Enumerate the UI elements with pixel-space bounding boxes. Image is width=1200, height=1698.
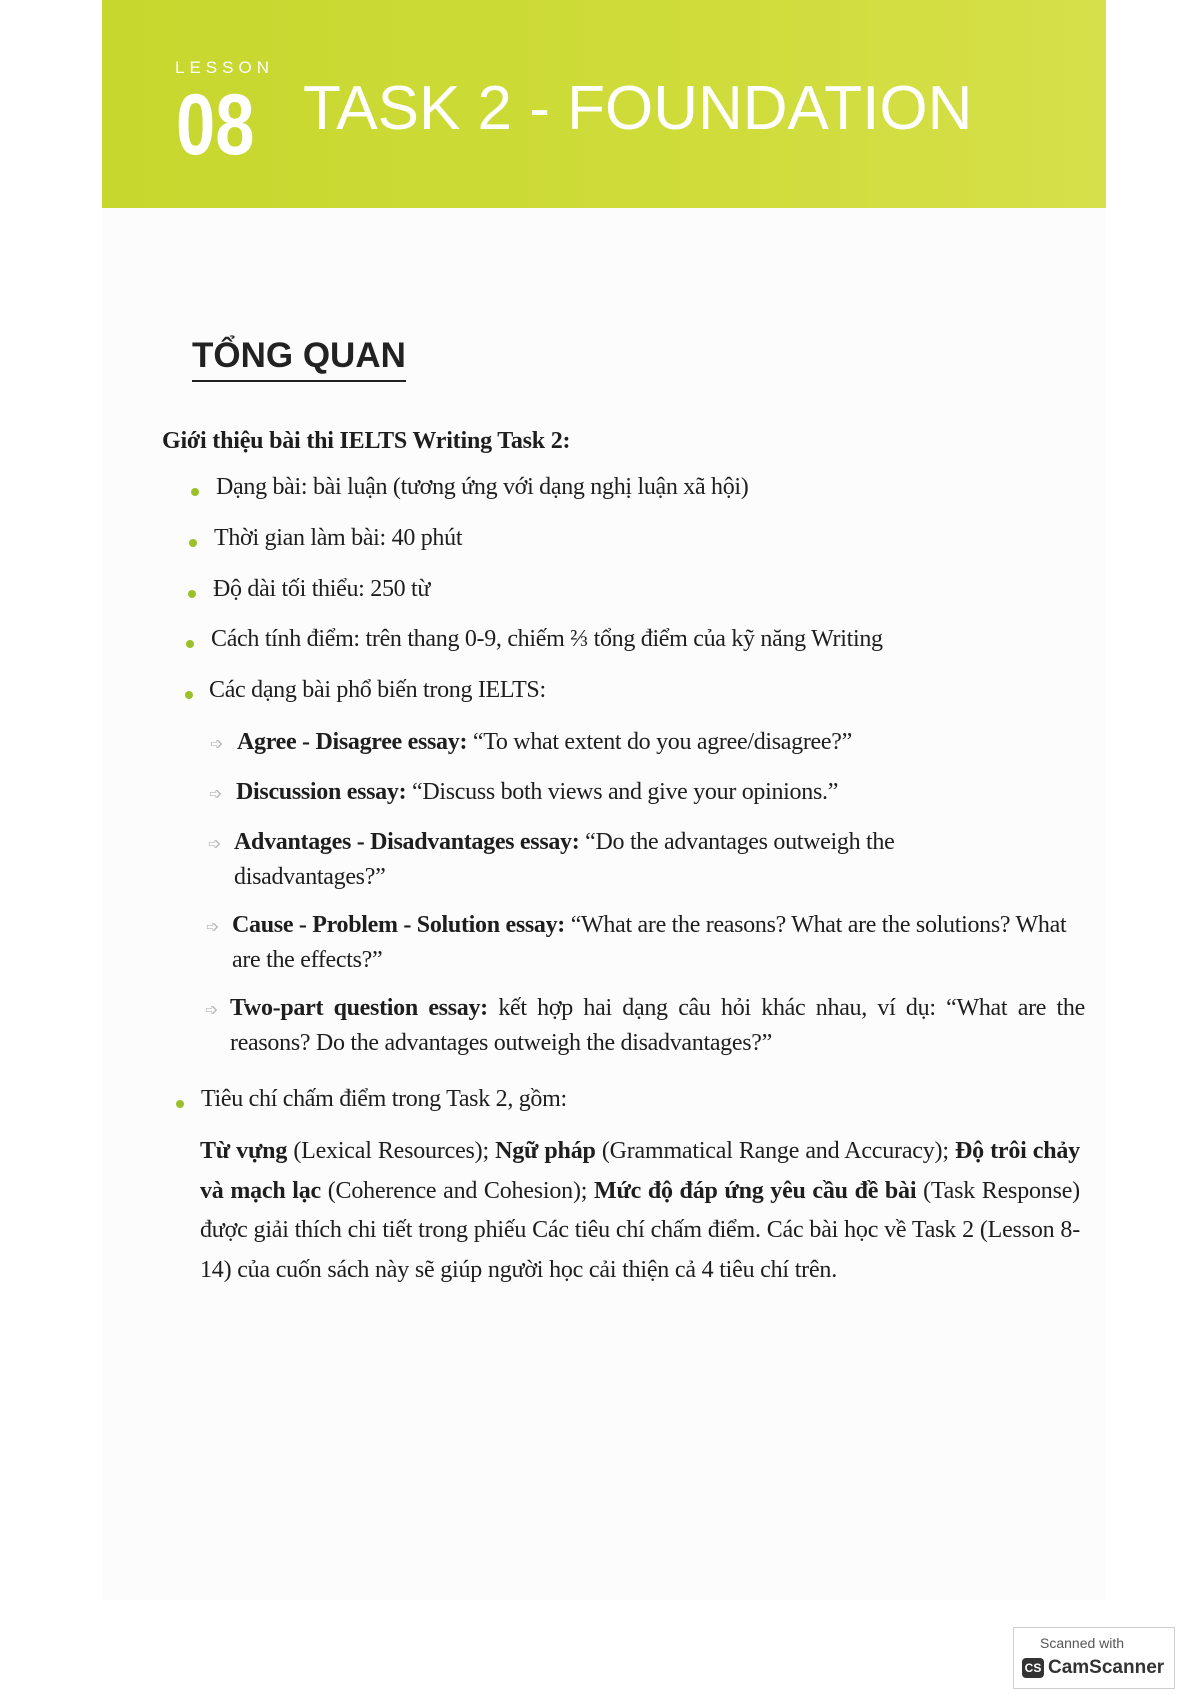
essay-type-name: Cause - Problem - Solution essay:: [232, 912, 565, 938]
essay-type-item: [236, 775, 1086, 810]
bullet-item: Cách tính điểm: trên thang 0-9, chiếm ⅔ tổng điểm của kỹ năng Writing: [211, 626, 883, 652]
watermark-brand: CamScanner: [1048, 1657, 1165, 1678]
essay-type-desc: “Discuss both views and give your opinions.”: [411, 779, 839, 805]
criteria-explanation: được giải thích chi tiết trong phiếu Các tiêu chí chấm điểm. Các bài học về Task 2 (Lesson 8-14) của cuốn sách này sẽ giúp người học cải thiện cả 4 tiêu chí trên.: [200, 1217, 1080, 1283]
essay-type-item: [232, 908, 1082, 978]
bullet-dot: [188, 590, 196, 598]
arrow-icon: ➩: [209, 784, 223, 803]
arrow-icon: ➩: [205, 1000, 219, 1019]
arrow-icon: ➩: [206, 917, 220, 936]
essay-type-desc: “Do the advantages outweigh the disadvantages?”: [234, 829, 895, 890]
criterion-desc: (Coherence and Cohesion);: [327, 1177, 588, 1204]
bullet-item: Thời gian làm bài: 40 phút: [214, 525, 463, 551]
camscanner-watermark: [1013, 1627, 1175, 1689]
essay-type-desc: kết hợp hai dạng câu hỏi khác nhau, ví dụ: “What are the reasons? Do the advantages outweigh the disadvantages?”: [230, 995, 1085, 1056]
bullet-dot: [191, 488, 199, 496]
watermark-text: Scanned with: [1040, 1635, 1125, 1651]
essay-type-name: Discussion essay:: [236, 779, 407, 805]
criterion-name: Mức độ đáp ứng yêu cầu đề bài: [594, 1177, 917, 1204]
lesson-number: 08: [176, 77, 255, 173]
criterion-desc: (Lexical Resources);: [293, 1138, 489, 1164]
essay-type-desc: “What are the reasons? What are the solutions? What are the effects?”: [232, 912, 1067, 973]
essay-type-item: [230, 991, 1085, 1061]
bullet-dot: [176, 1100, 184, 1108]
section-title: TỔNG QUAN: [192, 336, 406, 382]
criterion-name: Từ vựng: [200, 1138, 288, 1164]
bullet-dot: [185, 691, 193, 699]
essay-type-name: Two-part question essay:: [230, 995, 488, 1021]
essay-type-item: [234, 825, 964, 895]
intro-heading: Giới thiệu bài thi IELTS Writing Task 2:: [162, 428, 571, 454]
camscanner-logo-icon: CS: [1022, 1658, 1044, 1678]
bullet-item: Dạng bài: bài luận (tương ứng với dạng nghị luận xã hội): [216, 474, 749, 500]
criteria-heading: Tiêu chí chấm điểm trong Task 2, gồm:: [201, 1086, 567, 1112]
criterion-desc: (Grammatical Range and Accuracy);: [601, 1138, 949, 1164]
criterion-name: Ngữ pháp: [495, 1138, 596, 1164]
essay-type-item: [237, 725, 1087, 760]
essay-type-desc: “To what extent do you agree/disagree?”: [472, 729, 852, 755]
bullet-dot: [189, 539, 197, 547]
bullet-dot: [186, 640, 194, 648]
bullet-item: Độ dài tối thiểu: 250 từ: [213, 576, 431, 602]
criterion-name: Độ trôi chảy và mạch lạc: [200, 1138, 1080, 1204]
bullet-item: Các dạng bài phổ biến trong IELTS:: [209, 677, 546, 703]
lesson-label: LESSON: [175, 58, 274, 77]
criteria-paragraph: [200, 1132, 1080, 1290]
criterion-desc: (Task Response): [923, 1177, 1080, 1204]
essay-type-name: Advantages - Disadvantages essay:: [234, 829, 580, 855]
arrow-icon: ➩: [210, 734, 224, 753]
essay-type-name: Agree - Disagree essay:: [237, 729, 468, 755]
lesson-title: TASK 2 - FOUNDATION: [303, 74, 973, 143]
arrow-icon: ➩: [208, 834, 222, 853]
